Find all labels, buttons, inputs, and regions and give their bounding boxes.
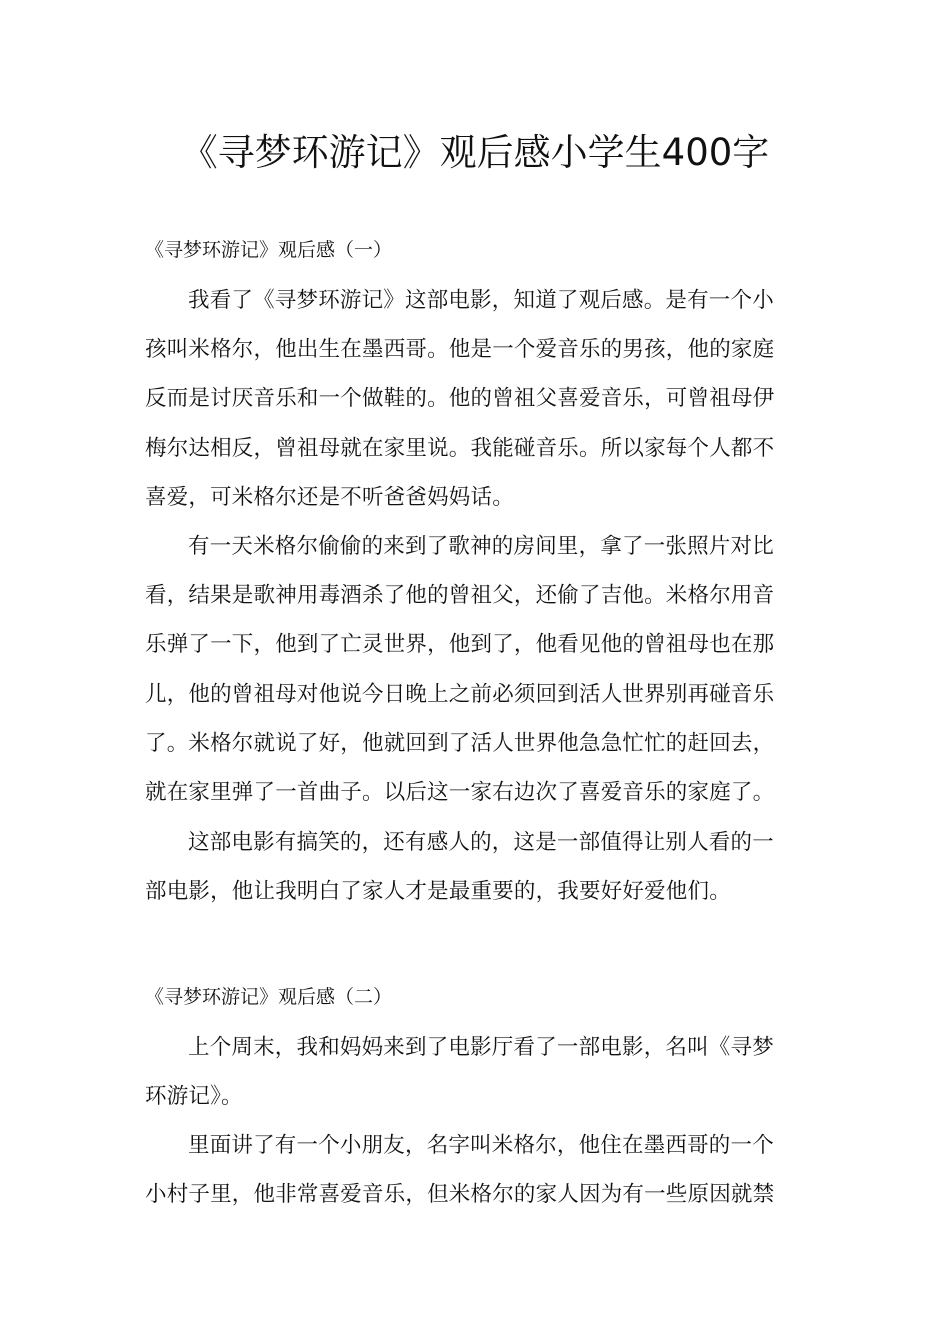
paragraph [145, 522, 810, 817]
text-line: 有一天米格尔偷偷的来到了歌神的房间里，拿了一张照片对比 [188, 534, 774, 559]
text-line: 就在家里弹了一首曲子。以后这一家右边次了喜爱音乐的家庭了。 [145, 779, 775, 805]
text-line: 了。米格尔就说了好，他就回到了活人世界他急急忙忙的赶回去， [145, 730, 775, 756]
text-line: 看，结果是歌神用毒酒杀了他的曾祖父，还偷了吉他。米格尔用音 [145, 583, 775, 609]
text-line: 喜爱，可米格尔还是不听爸爸妈妈话。 [145, 484, 514, 510]
text-line: 上个周末，我和妈妈来到了电影厅看了一部电影，名叫《寻梦 [188, 1035, 774, 1060]
paragraph [145, 1121, 810, 1219]
text-line: 小村子里，他非常喜爱音乐，但米格尔的家人因为有一些原因就禁 [145, 1182, 775, 1208]
text-line: 里面讲了有一个小朋友，名字叫米格尔，他住在墨西哥的一个 [188, 1133, 774, 1158]
document-title: 《寻梦环游记》观后感小学生400字 [180, 131, 770, 174]
section-heading-1: 《寻梦环游记》观后感（一） [145, 239, 393, 261]
text-line: 梅尔达相反，曾祖母就在家里说。我能碰音乐。所以家每个人都不 [145, 435, 775, 461]
text-line: 儿，他的曾祖母对他说今日晚上之前必须回到活人世界别再碰音乐 [145, 681, 775, 707]
text-line: 反而是讨厌音乐和一个做鞋的。他的曾祖父喜爱音乐，可曾祖母伊 [145, 386, 775, 412]
section-heading-2: 《寻梦环游记》观后感（二） [145, 986, 393, 1008]
text-line: 孩叫米格尔，他出生在墨西哥。他是一个爱音乐的男孩，他的家庭 [145, 337, 775, 363]
paragraph [145, 1023, 810, 1121]
text-line: 部电影，他让我明白了家人才是最重要的，我要好好爱他们。 [145, 879, 731, 905]
paragraph [145, 818, 810, 916]
text-line: 环游记》。 [145, 1084, 243, 1110]
paragraph [145, 276, 810, 522]
text-line: 乐弹了一下，他到了亡灵世界，他到了，他看见他的曾祖母也在那 [145, 632, 775, 658]
text-line: 我看了《寻梦环游记》这部电影，知道了观后感。是有一个小 [188, 288, 774, 313]
text-line: 这部电影有搞笑的，还有感人的，这是一部值得让别人看的一 [188, 830, 774, 855]
